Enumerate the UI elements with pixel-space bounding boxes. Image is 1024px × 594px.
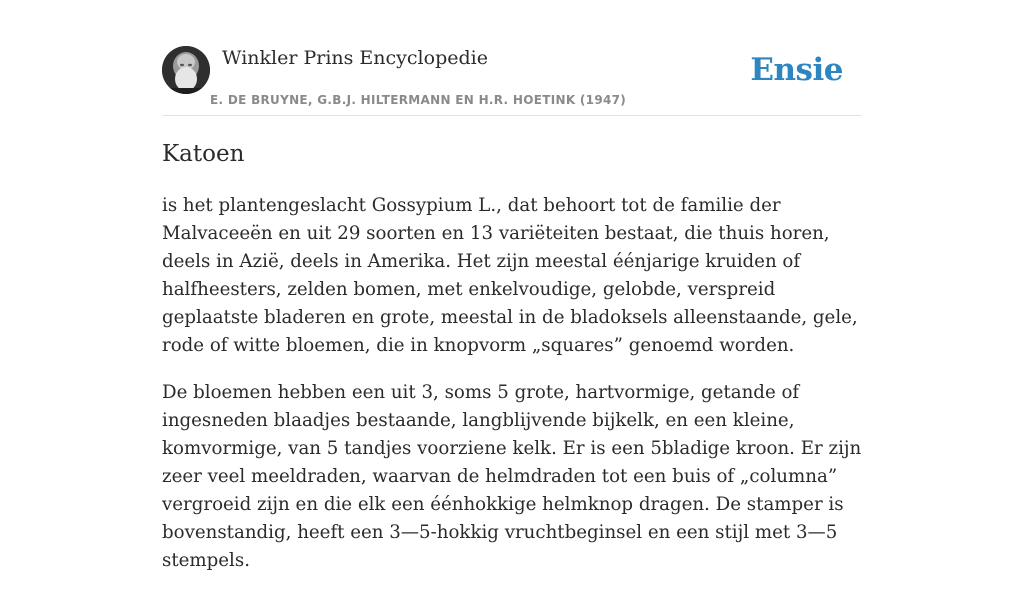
- source-authors: E. DE BRUYNE, G.B.J. HILTERMANN EN H.R. HOETINK (1947): [210, 93, 627, 107]
- article-body: [162, 192, 862, 594]
- article-title: Katoen: [162, 141, 245, 167]
- source-header: [162, 45, 862, 116]
- article-paragraph: De bloemen hebben een uit 3, soms 5 grote, hartvormige, getande of ingesneden blaadjes bestaande, langblijvende bijkelk, en een kleine, komvormige, van 5 tandjes voorziene kelk. Er is een 5bladige kroon. Er zijn zeer veel meeldraden, waarvan de helmdraden tot een buis of „columna” vergroeid zijn en die elk een éénhokkige helmknop dragen. De stamper is bovenstandig, heeft een 3—5-hokkig vruchtbeginsel en een stijl met 3—5 stempels.: [162, 382, 862, 571]
- article-paragraph: is het plantengeslacht Gossypium L., dat behoort tot de familie der Malvaceeën en uit 29 soorten en 13 variëteiten bestaat, die thuis horen, deels in Azië, deels in Amerika. Het zijn meestal éénjarige kruiden of halfheesters, zelden bomen, met enkelvoudige, gelobde, verspreid geplaatste bladeren en grote, meestal in de bladoksels alleenstaande, gele, rode of witte bloemen, die in knopvorm „squares” genoemd worden.: [162, 195, 858, 356]
- author-avatar[interactable]: [162, 46, 210, 94]
- source-title[interactable]: Winkler Prins Encyclopedie: [222, 47, 488, 69]
- author-portrait-icon: [162, 46, 210, 94]
- ensie-logo[interactable]: Ensie: [750, 52, 843, 88]
